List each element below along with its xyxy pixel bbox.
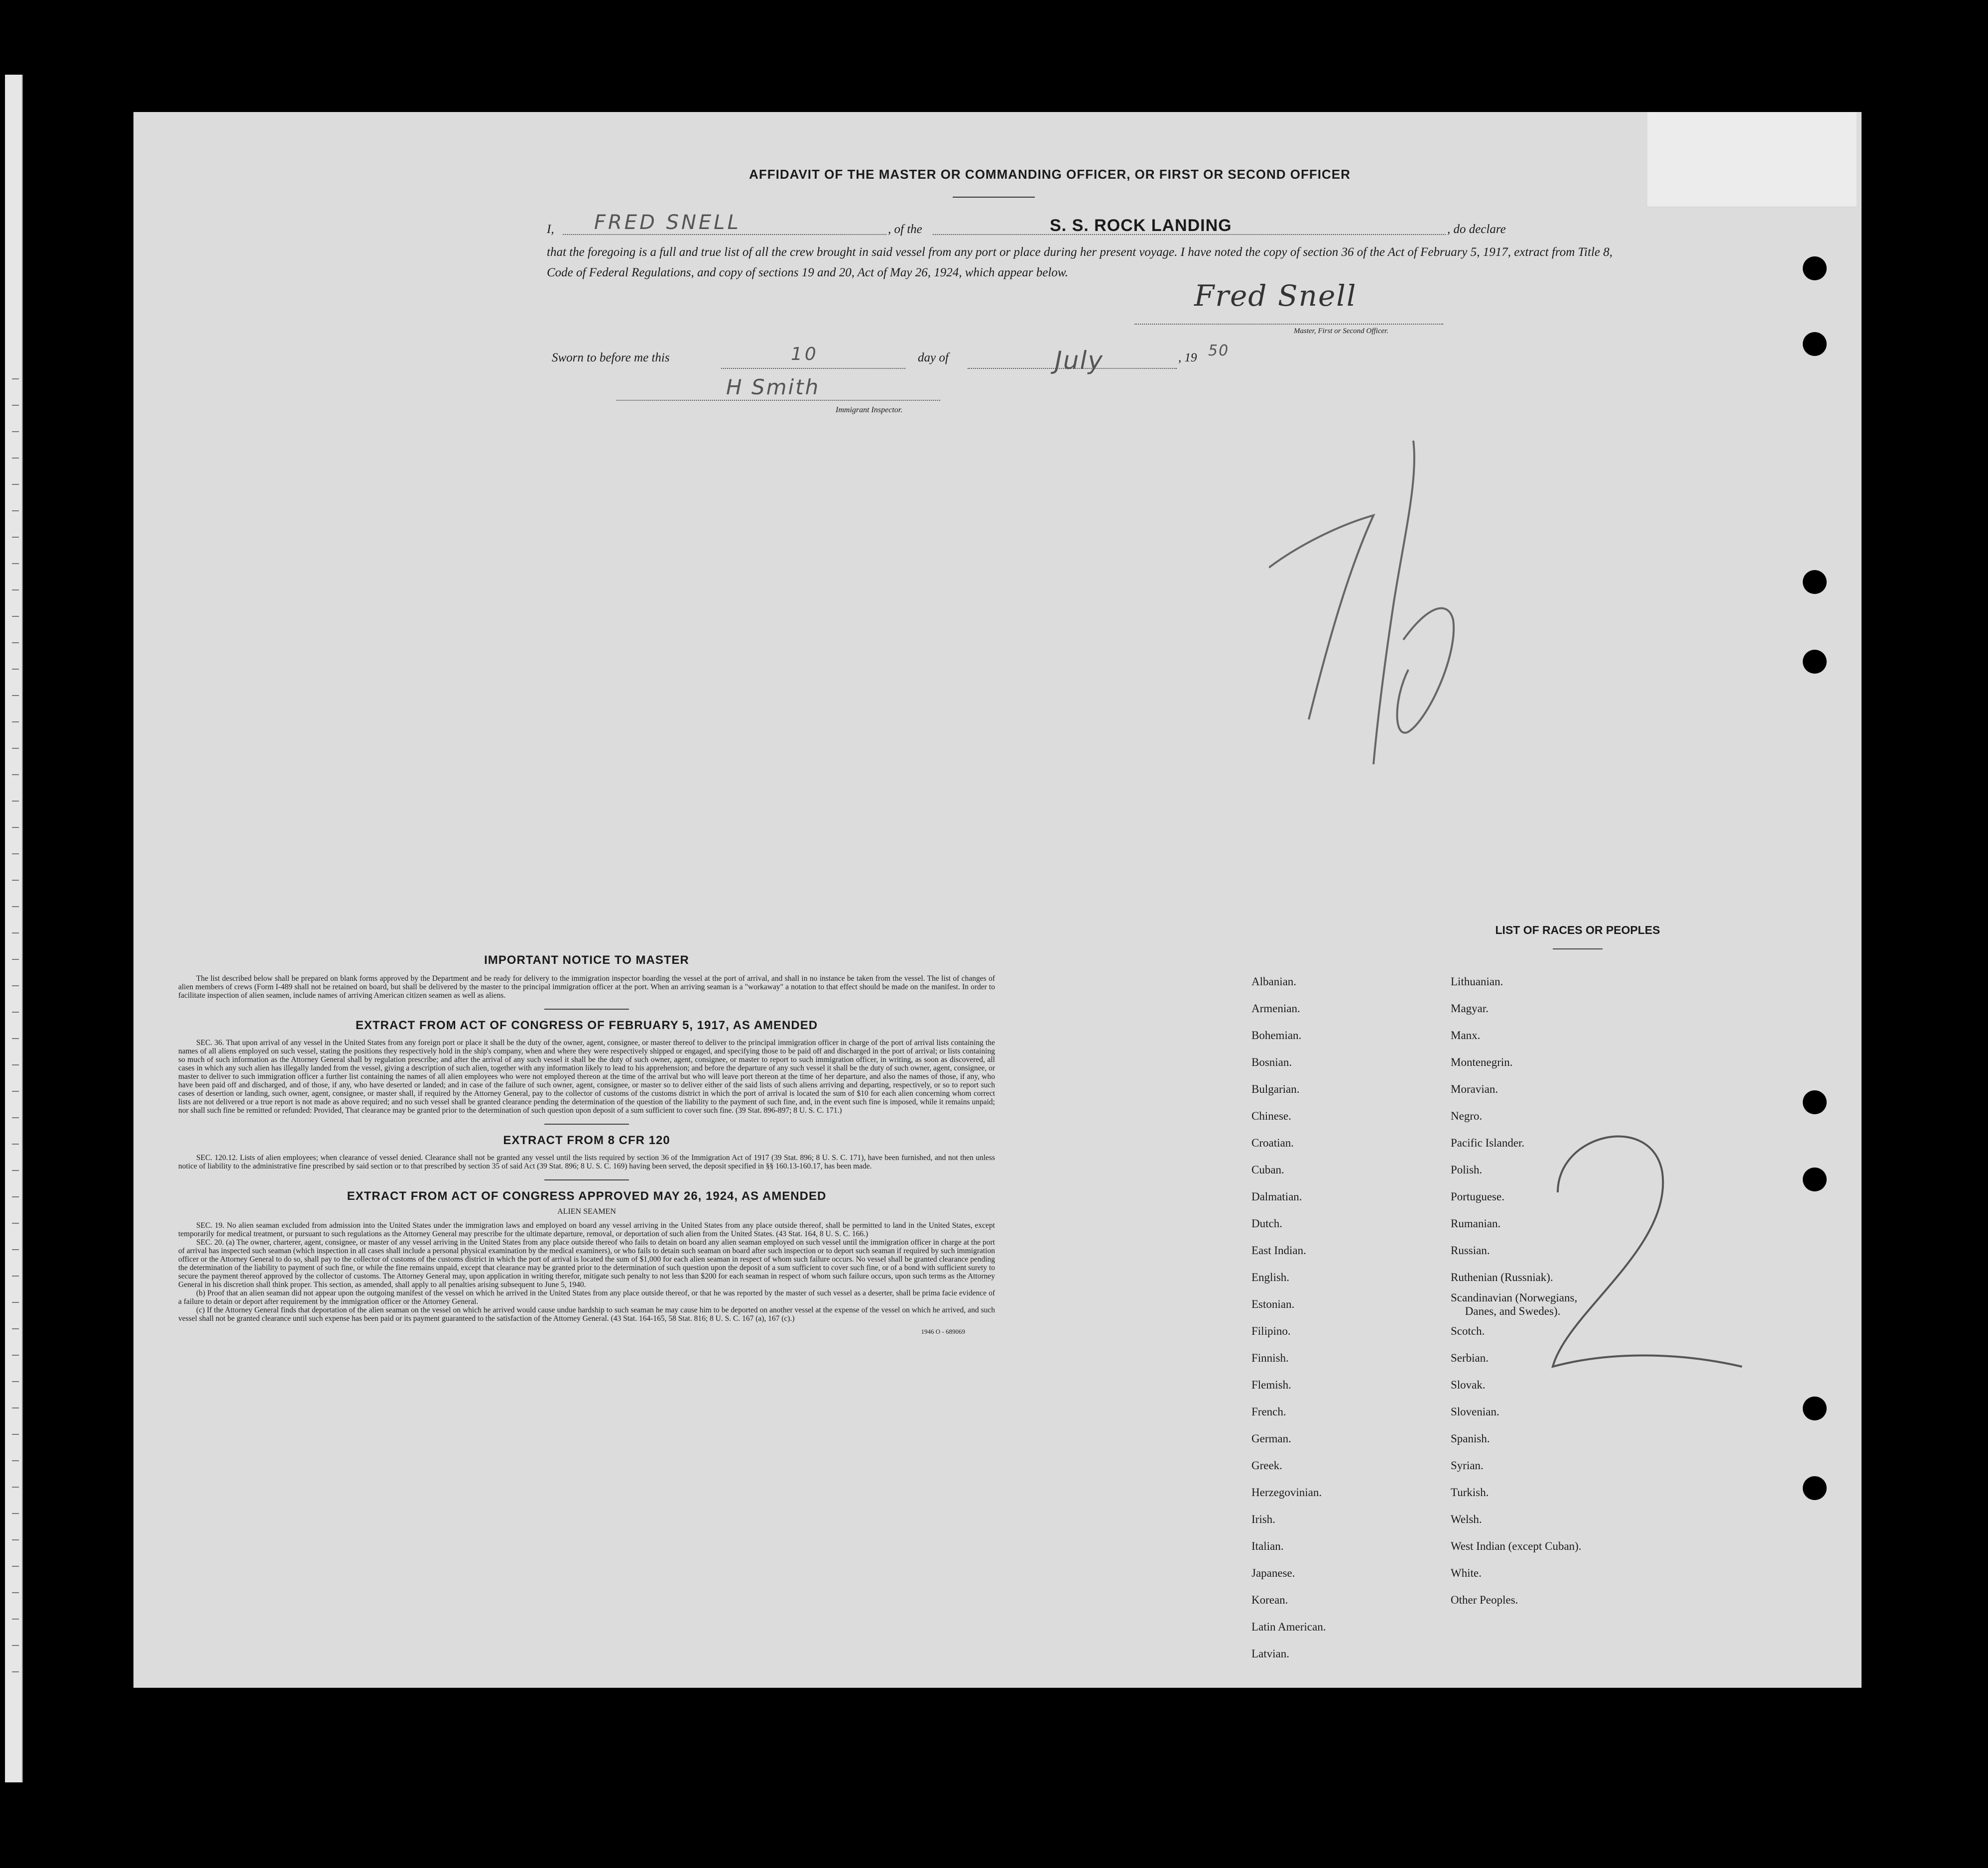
film-tick: [12, 1671, 19, 1672]
race-item: Scotch.: [1451, 1325, 1485, 1337]
print-code: 1946 O - 689069: [921, 1328, 965, 1335]
race-item: Magyar.: [1451, 1002, 1489, 1015]
races-column-1: [1251, 968, 1326, 1667]
year-prefix: , 19: [1178, 351, 1197, 364]
extract-cfr-heading: EXTRACT FROM 8 CFR 120: [503, 1134, 670, 1147]
film-tick: [12, 589, 19, 590]
film-tick: [12, 1064, 19, 1065]
punch-hole: [1803, 570, 1827, 594]
film-tick: [12, 1276, 19, 1277]
document-sheet: [133, 112, 1862, 1688]
race-item: Flemish.: [1251, 1379, 1291, 1391]
film-tick: [12, 405, 19, 406]
notice-text: The list described below shall be prepared on blank forms approved by the Department and be ready for delivery to the immigration inspector boarding the vessel at the port of arrival, and shall in no instance be taken from the vessel. The list of changes of alien members of crews (Form I-489 shall not be retained on board, but shall be delivered by the master to the principal immigration officer at the port. When an arriving seaman is a "workaway" a notation to that effect should be made on the manifest. In order to facilitate inspection of alien seamen, include names of arriving American citizen seamen as well as aliens.: [178, 974, 995, 1000]
film-tick: [12, 1144, 19, 1145]
race-item: Serbian.: [1451, 1352, 1489, 1364]
film-tick: [12, 1249, 19, 1250]
signature-caption: Master, First or Second Officer.: [1294, 327, 1388, 335]
affidavit-heading: AFFIDAVIT OF THE MASTER OR COMMANDING OFFICER, OR FIRST OR SECOND OFFICER: [749, 167, 1351, 182]
film-tick: [12, 510, 19, 511]
film-tick: [12, 378, 19, 379]
sec19-text: SEC. 19. No alien seaman excluded from admission into the United States under the immigration laws and employed on board any vessel arriving in the United States from any place outside thereof, shall be permitted to land in the United States, except temporarily for medical treatment, or pursuant to such regulations as the Attorney General may prescribe for the ultimate departure, removal, or deportation of such alien from the United States. (43 Stat. 164, 8 U. S. C. 166.): [178, 1221, 995, 1238]
section-divider: [544, 1124, 629, 1125]
film-tick: [12, 801, 19, 802]
sec20-text: SEC. 20. (a) The owner, charterer, agent, consignee, or master of any vessel arriving in the United States from any place outside thereof who fails to detain on board any alien seaman employed on such vessel until the immigration officer in charge at the port of arrival has inspected such seaman (which inspection in all cases shall include a personal physical examination by the medical examiners), or who fails to detain such seaman on board after such inspection or to deport such seaman if required by such immigration officer or the Attorney General to do so, shall pay to the collector of customs of the customs district in which the port of arrival is located the sum of $1,000 for each alien seaman in respect of whom such failure occurs. No vessel shall be granted clearance pending the determination of the liability to payment of such fine, or while the fine remains unpaid, except that clearance may be granted prior to the determination of such question upon the deposit of a sum sufficient to cover such fine, or of a bond with sufficient surety to secure the payment thereof approved by the collector of customs. The Attorney General may, upon application in writing therefor, mitigate such penalty to not less than $200 for each seaman in respect of whom such failure occurs, upon such terms as the Attorney General in his discretion shall think proper. This section, as amended, shall apply to all penalties arising subsequent to June 5, 1940.: [178, 1238, 995, 1289]
race-item: French.: [1251, 1405, 1286, 1418]
race-item: Moravian.: [1451, 1083, 1498, 1095]
extract-cfr-text: SEC. 120.12. Lists of alien employees; when clearance of vessel denied. Clearance shall not be granted any vessel until the lists required by section 36 of the Immigration Act of 1917 (39 Stat. 896; 8 U. S. C. 171), have been furnished, and not then unless notice of liability to the administrative fine prescribed by said section or to that prescribed by section 35 of said Act (39 Stat. 896; 8 U. S. C. 169) having been served, the deposit specified in §§ 160.13-160.17, has been made.: [178, 1154, 995, 1170]
inspector-signature: H Smith: [726, 375, 820, 399]
film-tick: [12, 1487, 19, 1488]
race-item: White.: [1451, 1567, 1482, 1579]
race-item: Dutch.: [1251, 1217, 1282, 1230]
film-tick: [12, 537, 19, 538]
sworn-label: Sworn to before me this: [552, 351, 670, 364]
race-item: Korean.: [1251, 1594, 1288, 1606]
race-item: West Indian (except Cuban).: [1451, 1540, 1582, 1552]
declaration-line: [547, 211, 1617, 242]
film-tick: [12, 1619, 19, 1620]
race-item: Estonian.: [1251, 1298, 1295, 1310]
year-suffix: 50: [1208, 342, 1230, 359]
section-divider: [544, 1179, 629, 1180]
race-item: Welsh.: [1451, 1513, 1482, 1525]
race-item: Cuban.: [1251, 1164, 1284, 1176]
race-item: Spanish.: [1451, 1432, 1490, 1445]
inspector-caption: Immigrant Inspector.: [836, 406, 903, 414]
film-tick: [12, 985, 19, 986]
sec20c-text: (c) If the Attorney General finds that deportation of the alien seaman on the vessel on which he arrived would cause undue hardship to such seaman he may cause him to be deported on another vessel at the expense of the vessel on which he arrived, and such vessel shall not be granted clearance until such expense has been paid or its payment guaranteed to the satisfaction of the Attorney General. (43 Stat. 164-165, 58 Stat. 816; 8 U. S. C. 167 (a), 167 (c).): [178, 1306, 995, 1323]
race-item: Negro.: [1451, 1110, 1483, 1122]
film-tick: [12, 1407, 19, 1408]
race-item: Polish.: [1451, 1164, 1483, 1176]
tape-patch: [1647, 112, 1857, 207]
race-item: Chinese.: [1251, 1110, 1291, 1122]
film-tick: [12, 1012, 19, 1013]
declaration-block: [547, 211, 1617, 283]
race-item: Bohemian.: [1251, 1029, 1302, 1042]
race-item: Japanese.: [1251, 1567, 1295, 1579]
punch-hole: [1803, 256, 1827, 280]
film-tick: [12, 1381, 19, 1382]
race-item: Armenian.: [1251, 1002, 1300, 1015]
race-item: Dalmatian.: [1251, 1190, 1302, 1203]
film-tick: [12, 431, 19, 432]
race-item: German.: [1251, 1432, 1291, 1445]
race-item: Other Peoples.: [1451, 1594, 1518, 1606]
race-item: Portuguese.: [1451, 1190, 1504, 1203]
film-tick: [12, 1460, 19, 1461]
film-tick: [12, 853, 19, 854]
race-item: Syrian.: [1451, 1459, 1484, 1472]
race-item: Latin American.: [1251, 1621, 1326, 1633]
film-tick: [12, 563, 19, 564]
film-tick: [12, 1566, 19, 1567]
heading-rule: [953, 197, 1035, 198]
race-item: Manx.: [1451, 1029, 1481, 1042]
film-tick: [12, 642, 19, 643]
race-item: Croatian.: [1251, 1137, 1294, 1149]
race-item: Russian.: [1451, 1244, 1490, 1257]
film-tick: [12, 1434, 19, 1435]
punch-hole: [1803, 1168, 1827, 1191]
of-the-label: , of the: [888, 223, 922, 236]
film-tick: [12, 1223, 19, 1224]
film-tick: [12, 959, 19, 960]
film-tick: [12, 484, 19, 485]
section-divider: [544, 1009, 629, 1010]
film-tick: [12, 458, 19, 459]
film-tick: [12, 933, 19, 934]
film-tick: [12, 1038, 19, 1039]
race-item: Albanian.: [1251, 975, 1297, 988]
race-item: Lithuanian.: [1451, 975, 1503, 988]
race-item: Slovenian.: [1451, 1405, 1499, 1418]
vessel-name: S. S. ROCK LANDING: [1050, 216, 1232, 235]
race-item: English.: [1251, 1271, 1290, 1284]
film-tick: [12, 1645, 19, 1646]
film-tick: [12, 774, 19, 775]
extract-1917-heading: EXTRACT FROM ACT OF CONGRESS OF FEBRUARY 5, 1917, AS AMENDED: [355, 1019, 818, 1032]
race-item: Bosnian.: [1251, 1056, 1292, 1068]
film-tick: [12, 827, 19, 828]
races-column-2: [1451, 968, 1582, 1614]
master-signature: Fred Snell: [1194, 279, 1357, 313]
extract-1917-text: SEC. 36. That upon arrival of any vessel in the United States from any foreign port or place it shall be the duty of the owner, agent, consignee, or master thereof to deliver to the principal immigration officer in charge of the port of arrival lists containing the names of all aliens employed on such vessel, stating the positions they respectively hold in the ship's company, when and where they were respectively shipped or engaged, and specifying those to be paid off and discharged in the port of arrival; or lists containing so much of such information as the Attorney General shall by regulation prescribe; and after the arrival of any such vessel it shall be the duty of such owner, agent, consignee, or master to report to such immigration officer, in writing, as soon as discovered, all cases in which any such alien has illegally landed from the vessel, giving a description of such alien, together with any information likely to lead to his apprehension; and before the departure of any such vessel it shall be the duty of such owner, agent, consignee, or master to deliver to such immigration officer a further list containing the names of all alien employees who were not employed thereon at the time of the arrival but who will leave port thereon at the time of her departure, and also the names of those, if any, who have been paid off and discharged, and of those, if any, who have deserted or landed; and in case of the failure of such owner, agent, consignee, or master so to deliver either of the said lists of such aliens arriving and departing, respectively, or so to report such cases of desertion or landing, such owner, agent, consignee, or master shall, if required by the Attorney General, pay to the collector of customs of the customs district in which the port of arrival is located the sum of $10 for each alien concerning whom correct lists are not delivered or a true report is not made as above required; and no such vessel shall be granted clearance pending the determination of the question of the liability to the payment of such fine, and, in the event such fine is imposed, while it remains unpaid; nor shall such fine be remitted or refunded: Provided, That clearance may be granted prior to the determination of such question upon deposit of a sum sufficient to cover such fine. (39 Stat. 896-897; 8 U. S. C. 171.): [178, 1039, 995, 1115]
race-item: Bulgarian.: [1251, 1083, 1300, 1095]
race-item: Filipino.: [1251, 1325, 1291, 1337]
punch-hole: [1803, 1090, 1827, 1114]
film-tick: [12, 1592, 19, 1593]
race-item: Pacific Islander.: [1451, 1137, 1525, 1149]
film-tick: [12, 1328, 19, 1329]
extract-1924-heading: EXTRACT FROM ACT OF CONGRESS APPROVED MAY 26, 1924, AS AMENDED: [347, 1189, 827, 1203]
day-of-label: day of: [918, 351, 949, 364]
races-rule: [1553, 948, 1603, 949]
race-item: Italian.: [1251, 1540, 1284, 1552]
i-label: I,: [547, 223, 554, 236]
punch-hole: [1803, 650, 1827, 674]
legal-text-column: [178, 953, 995, 1336]
race-item: Slovak.: [1451, 1379, 1486, 1391]
race-item: Irish.: [1251, 1513, 1275, 1525]
race-item: Turkish.: [1451, 1486, 1489, 1499]
race-item: Finnish.: [1251, 1352, 1289, 1364]
race-item: Rumanian.: [1451, 1217, 1501, 1230]
race-item: East Indian.: [1251, 1244, 1306, 1257]
alien-seamen-subheading: ALIEN SEAMEN: [557, 1207, 616, 1216]
punch-hole: [1803, 1476, 1827, 1500]
race-item: Greek.: [1251, 1459, 1282, 1472]
declarant-name: FRED SNELL: [594, 211, 741, 234]
race-item: Scandinavian (Norwegians, Danes, and Swedes).: [1451, 1291, 1578, 1317]
film-tick: [12, 1302, 19, 1303]
race-item: Montenegrin.: [1451, 1056, 1513, 1068]
film-tick: [12, 1117, 19, 1118]
film-tick: [12, 1170, 19, 1171]
film-tick: [12, 1539, 19, 1540]
sworn-day: 10: [791, 344, 819, 364]
races-heading: LIST OF RACES OR PEOPLES: [1495, 924, 1660, 936]
do-declare-label: , do declare: [1447, 223, 1506, 236]
film-tick: [12, 880, 19, 881]
film-edge: [5, 75, 23, 1782]
race-item: Ruthenian (Russniak).: [1451, 1271, 1553, 1284]
punch-hole: [1803, 1397, 1827, 1420]
handwritten-date-mark: [1269, 441, 1498, 799]
film-tick: [12, 695, 19, 696]
film-tick: [12, 906, 19, 907]
notice-heading: IMPORTANT NOTICE TO MASTER: [484, 953, 689, 967]
film-tick: [12, 1355, 19, 1356]
film-tick: [12, 669, 19, 670]
film-tick: [12, 1196, 19, 1197]
punch-hole: [1803, 332, 1827, 356]
race-item: Herzegovinian.: [1251, 1486, 1322, 1499]
sworn-line: [552, 342, 1398, 376]
film-tick: [12, 748, 19, 749]
film-tick: [12, 616, 19, 617]
sworn-month: July: [1055, 346, 1104, 375]
race-item: Latvian.: [1251, 1647, 1289, 1660]
film-tick: [12, 1091, 19, 1092]
film-tick: [12, 721, 19, 722]
sec20b-text: (b) Proof that an alien seaman did not appear upon the outgoing manifest of the vessel on which he arrived in the United States from any place outside thereof, or that he was reported by the master of such vessel as a deserter, shall be prima facie evidence of a failure to detain or deport after requirement by the immigration officer or the Attorney General.: [178, 1289, 995, 1306]
declaration-text: that the foregoing is a full and true list of all the crew brought in said vessel from any port or place during her present voyage. I have noted the copy of section 36 of the Act of February 5, 1917, extract from Title 8, Code of Federal Regulations, and copy of sections 19 and 20, Act of May 26, 1924, which appear below.: [547, 245, 1613, 279]
film-tick: [12, 1513, 19, 1514]
